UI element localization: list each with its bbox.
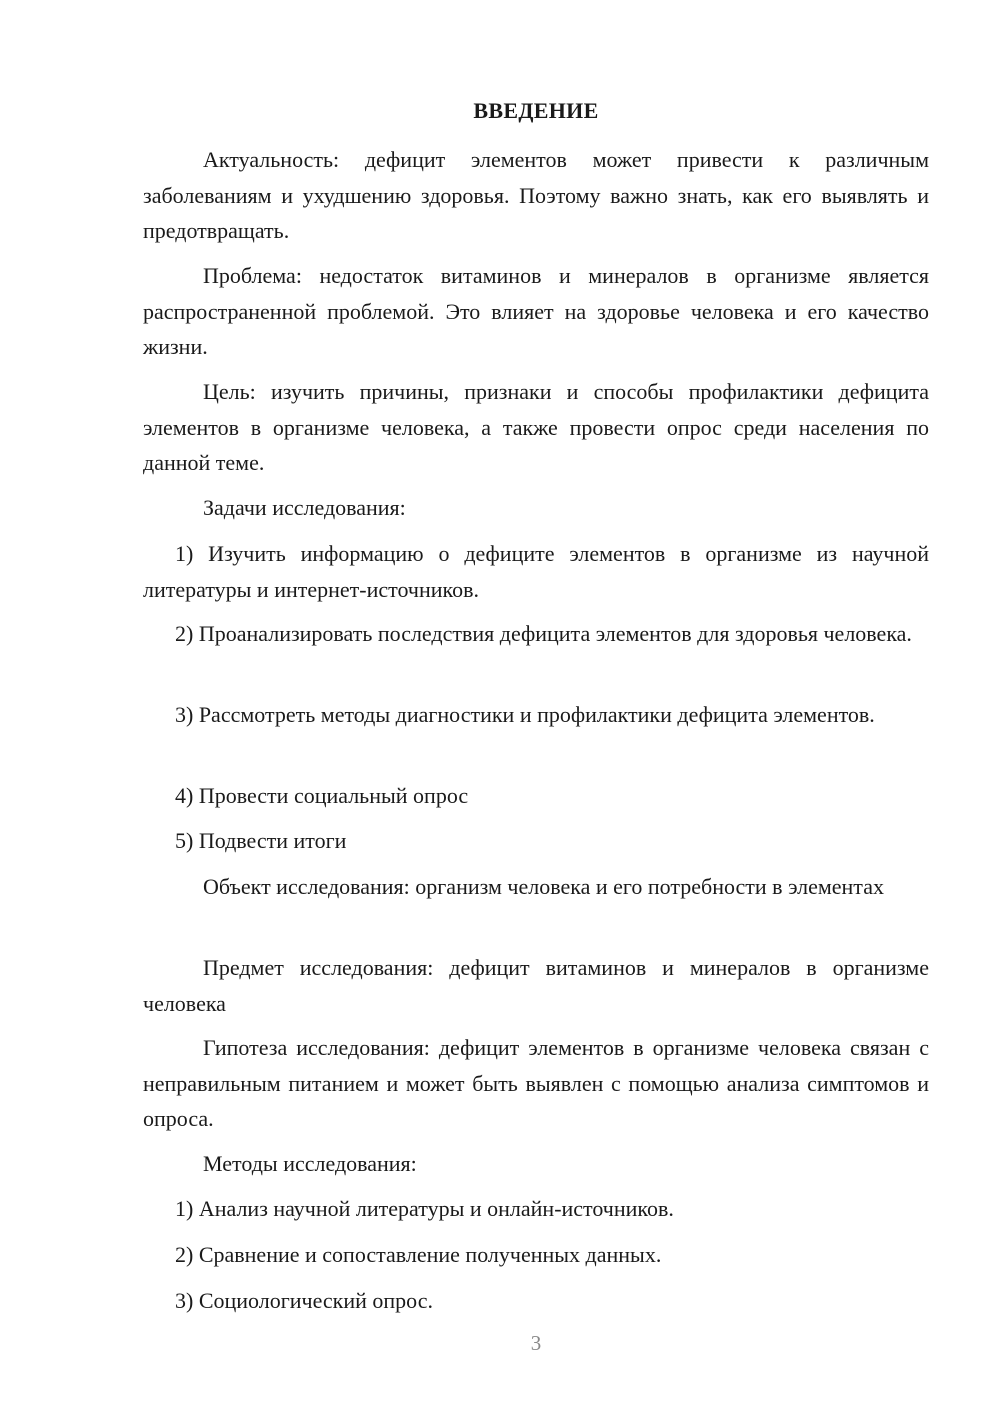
method-item: 3) Социологический опрос. bbox=[175, 1288, 433, 1313]
method-item: 2) Сравнение и сопоставление полученных данных. bbox=[175, 1242, 662, 1267]
document-page bbox=[143, 0, 929, 1414]
task-item: 3) Рассмотреть методы диагностики и профилактики дефицита элементов. bbox=[175, 702, 875, 727]
task-item: 2) Проанализировать последствия дефицита элементов для здоровья человека. bbox=[175, 621, 912, 646]
paragraph-object: Объект исследования: организм человека и его потребности в элементах bbox=[203, 874, 884, 899]
paragraph-hypothesis: Гипотеза исследования: дефицит элементов в организме человека связан с неправильным питанием и может быть выявлен с помощью анализа симптомов и опроса. bbox=[143, 1035, 929, 1131]
task-item: 1) Изучить информацию о дефиците элементов в организме из научной литературы и интернет-источников. bbox=[143, 541, 929, 602]
method-item: 1) Анализ научной литературы и онлайн-источников. bbox=[175, 1196, 674, 1221]
tasks-heading: Задачи исследования: bbox=[203, 495, 406, 520]
task-item: 5) Подвести итоги bbox=[175, 828, 347, 853]
page-number: 3 bbox=[530, 1331, 542, 1355]
methods-heading: Методы исследования: bbox=[203, 1151, 417, 1176]
paragraph-relevance: Актуальность: дефицит элементов может привести к различным заболеваниям и ухудшению здоровья. Поэтому важно знать, как его выявлять и предотвращать. bbox=[143, 147, 929, 243]
task-item: 4) Провести социальный опрос bbox=[175, 783, 469, 808]
paragraph-problem: Проблема: недостаток витаминов и минералов в организме является распространенной проблемой. Это влияет на здоровье человека и его качество жизни. bbox=[143, 263, 929, 359]
page-title: ВВЕДЕНИЕ bbox=[473, 98, 599, 123]
paragraph-subject: Предмет исследования: дефицит витаминов и минералов в организме человека bbox=[143, 955, 929, 1016]
paragraph-goal: Цель: изучить причины, признаки и способы профилактики дефицита элементов в организме человека, а также провести опрос среди населения по данной теме. bbox=[143, 379, 929, 475]
